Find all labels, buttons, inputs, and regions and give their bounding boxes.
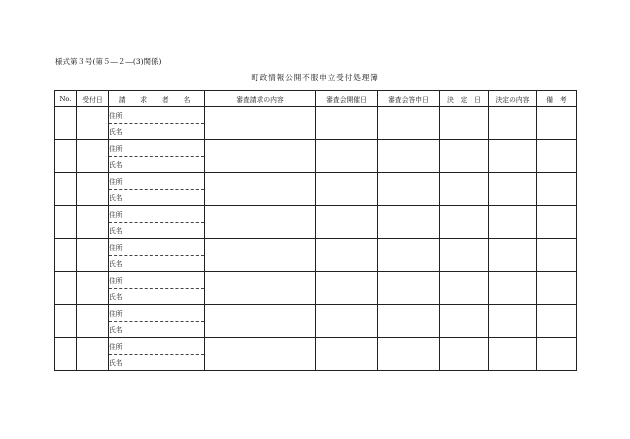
no-cell bbox=[55, 107, 77, 140]
table-row bbox=[55, 305, 577, 322]
name-label: 氏名 bbox=[109, 123, 205, 140]
received-date-cell bbox=[77, 305, 109, 338]
request-content-cell bbox=[205, 272, 316, 305]
request-content-cell bbox=[205, 107, 316, 140]
hearing-date-cell bbox=[316, 173, 378, 206]
decision-content-cell bbox=[489, 272, 537, 305]
table-row bbox=[55, 140, 577, 157]
table-row bbox=[55, 206, 577, 223]
header-decision-content: 決定の内容 bbox=[489, 91, 537, 107]
decision-date-cell bbox=[440, 173, 489, 206]
address-label: 住所 bbox=[109, 272, 205, 289]
remarks-cell bbox=[537, 107, 577, 140]
name-label: 氏名 bbox=[109, 222, 205, 239]
request-content-cell bbox=[205, 338, 316, 371]
request-content-cell bbox=[205, 305, 316, 338]
received-date-cell bbox=[77, 338, 109, 371]
report-date-cell bbox=[378, 272, 440, 305]
hearing-date-cell bbox=[316, 239, 378, 272]
decision-date-cell bbox=[440, 206, 489, 239]
no-cell bbox=[55, 272, 77, 305]
decision-content-cell bbox=[489, 140, 537, 173]
report-date-cell bbox=[378, 239, 440, 272]
decision-date-cell bbox=[440, 305, 489, 338]
report-date-cell bbox=[378, 140, 440, 173]
header-report-date: 審査会答申日 bbox=[378, 91, 440, 107]
table-row bbox=[55, 173, 577, 190]
report-date-cell bbox=[378, 107, 440, 140]
received-date-cell bbox=[77, 206, 109, 239]
remarks-cell bbox=[537, 305, 577, 338]
address-label: 住所 bbox=[109, 107, 205, 124]
remarks-cell bbox=[537, 338, 577, 371]
decision-content-cell bbox=[489, 305, 537, 338]
remarks-cell bbox=[537, 239, 577, 272]
decision-date-cell bbox=[440, 272, 489, 305]
decision-content-cell bbox=[489, 206, 537, 239]
received-date-cell bbox=[77, 107, 109, 140]
received-date-cell bbox=[77, 173, 109, 206]
decision-content-cell bbox=[489, 107, 537, 140]
header-row bbox=[55, 91, 577, 107]
report-date-cell bbox=[378, 305, 440, 338]
name-label: 氏名 bbox=[109, 255, 205, 272]
received-date-cell bbox=[77, 272, 109, 305]
address-label: 住所 bbox=[109, 206, 205, 223]
received-date-cell bbox=[77, 239, 109, 272]
remarks-cell bbox=[537, 206, 577, 239]
table-row bbox=[55, 107, 577, 124]
decision-date-cell bbox=[440, 338, 489, 371]
decision-date-cell bbox=[440, 140, 489, 173]
address-label: 住所 bbox=[109, 305, 205, 322]
decision-content-cell bbox=[489, 239, 537, 272]
hearing-date-cell bbox=[316, 107, 378, 140]
no-cell bbox=[55, 140, 77, 173]
report-date-cell bbox=[378, 173, 440, 206]
received-date-cell bbox=[77, 140, 109, 173]
hearing-date-cell bbox=[316, 272, 378, 305]
request-content-cell bbox=[205, 206, 316, 239]
hearing-date-cell bbox=[316, 206, 378, 239]
header-no: No. bbox=[55, 91, 77, 107]
report-date-cell bbox=[378, 206, 440, 239]
name-label: 氏名 bbox=[109, 288, 205, 305]
remarks-cell bbox=[537, 140, 577, 173]
no-cell bbox=[55, 173, 77, 206]
address-label: 住所 bbox=[109, 239, 205, 256]
name-label: 氏名 bbox=[109, 354, 205, 371]
no-cell bbox=[55, 305, 77, 338]
table-row bbox=[55, 239, 577, 256]
form-number: 様式第３号(第５―２―(3)関係) bbox=[55, 57, 162, 66]
no-cell bbox=[55, 338, 77, 371]
header-request-content: 審査請求の内容 bbox=[205, 91, 316, 107]
decision-content-cell bbox=[489, 173, 537, 206]
report-date-cell bbox=[378, 338, 440, 371]
header-requester: 請 求 者 名 bbox=[109, 91, 205, 107]
remarks-cell bbox=[537, 272, 577, 305]
remarks-cell bbox=[537, 173, 577, 206]
request-content-cell bbox=[205, 173, 316, 206]
address-label: 住所 bbox=[109, 173, 205, 190]
document-title: 町政情報公開不服申立受付処理簿 bbox=[251, 73, 379, 82]
header-received-date: 受付日 bbox=[77, 91, 109, 107]
hearing-date-cell bbox=[316, 305, 378, 338]
register-body bbox=[55, 107, 577, 371]
no-cell bbox=[55, 206, 77, 239]
name-label: 氏名 bbox=[109, 321, 205, 338]
decision-date-cell bbox=[440, 107, 489, 140]
hearing-date-cell bbox=[316, 338, 378, 371]
decision-content-cell bbox=[489, 338, 537, 371]
header-decision-date: 決 定 日 bbox=[440, 91, 489, 107]
no-cell bbox=[55, 239, 77, 272]
table-row bbox=[55, 272, 577, 289]
request-content-cell bbox=[205, 140, 316, 173]
request-content-cell bbox=[205, 239, 316, 272]
name-label: 氏名 bbox=[109, 156, 205, 173]
table-row bbox=[55, 338, 577, 355]
decision-date-cell bbox=[440, 239, 489, 272]
address-label: 住所 bbox=[109, 338, 205, 355]
name-label: 氏名 bbox=[109, 189, 205, 206]
header-hearing-date: 審査会開催日 bbox=[316, 91, 378, 107]
register-table bbox=[54, 90, 577, 371]
address-label: 住所 bbox=[109, 140, 205, 157]
header-remarks: 備 考 bbox=[537, 91, 577, 107]
hearing-date-cell bbox=[316, 140, 378, 173]
